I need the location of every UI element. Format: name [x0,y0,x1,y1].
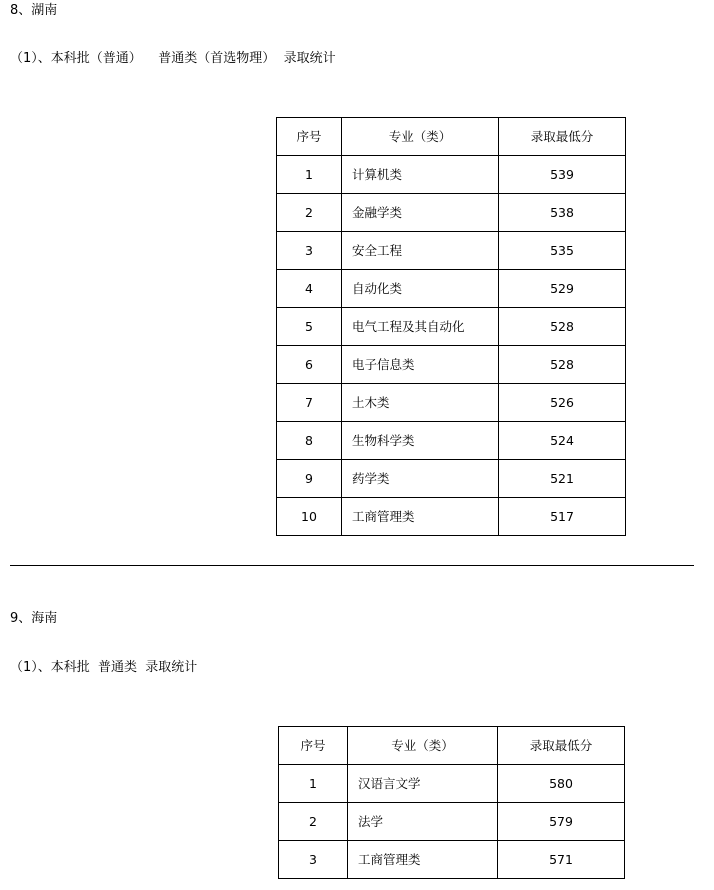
cell-min-score: 526 [499,384,626,422]
cell-major: 金融学类 [342,194,499,232]
cell-index: 3 [279,841,348,879]
cell-major: 计算机类 [342,156,499,194]
column-header-major: 专业（类） [348,727,498,765]
column-header-index: 序号 [277,118,342,156]
cell-min-score: 524 [499,422,626,460]
section-subtitle-hunan: （1）、本科批（普通） 普通类（首选物理） 录取统计 [10,51,336,66]
cell-min-score: 539 [499,156,626,194]
cell-min-score: 528 [499,346,626,384]
table-row [279,803,625,841]
cell-index: 5 [277,308,342,346]
cell-major: 安全工程 [342,232,499,270]
cell-min-score: 580 [498,765,625,803]
cell-min-score: 538 [499,194,626,232]
table-row [277,156,626,194]
column-header-index: 序号 [279,727,348,765]
cell-index: 8 [277,422,342,460]
table-row [277,384,626,422]
cell-major: 工商管理类 [342,498,499,536]
table-row [279,841,625,879]
table-header-row [277,118,626,156]
table-row [277,422,626,460]
cell-min-score: 528 [499,308,626,346]
cell-major: 生物科学类 [342,422,499,460]
column-header-major: 专业（类） [342,118,499,156]
cell-major: 汉语言文学 [348,765,498,803]
cell-min-score: 517 [499,498,626,536]
cell-major: 电气工程及其自动化 [342,308,499,346]
table-row [277,460,626,498]
cell-min-score: 521 [499,460,626,498]
cell-major: 自动化类 [342,270,499,308]
cell-index: 6 [277,346,342,384]
table-row [277,498,626,536]
cell-index: 1 [277,156,342,194]
admission-table-hainan [278,726,625,879]
cell-major: 工商管理类 [348,841,498,879]
cell-index: 4 [277,270,342,308]
cell-min-score: 529 [499,270,626,308]
table-row [277,270,626,308]
table-row [277,308,626,346]
section-subtitle-hainan: （1）、本科批 普通类 录取统计 [10,660,198,675]
cell-index: 7 [277,384,342,422]
cell-index: 2 [277,194,342,232]
table-row [277,346,626,384]
column-header-min-score: 录取最低分 [498,727,625,765]
column-header-min-score: 录取最低分 [499,118,626,156]
cell-major: 电子信息类 [342,346,499,384]
table-row [279,765,625,803]
admission-table-hunan [276,117,626,536]
cell-min-score: 571 [498,841,625,879]
cell-major: 法学 [348,803,498,841]
table-header-row [279,727,625,765]
cell-min-score: 579 [498,803,625,841]
cell-index: 10 [277,498,342,536]
table-row [277,232,626,270]
cell-index: 9 [277,460,342,498]
cell-index: 2 [279,803,348,841]
table-row [277,194,626,232]
cell-index: 3 [277,232,342,270]
cell-index: 1 [279,765,348,803]
section-title-hainan: 9、海南 [10,611,58,626]
cell-major: 药学类 [342,460,499,498]
section-title-hunan: 8、湖南 [10,3,58,18]
cell-major: 土木类 [342,384,499,422]
cell-min-score: 535 [499,232,626,270]
section-divider [10,565,694,566]
